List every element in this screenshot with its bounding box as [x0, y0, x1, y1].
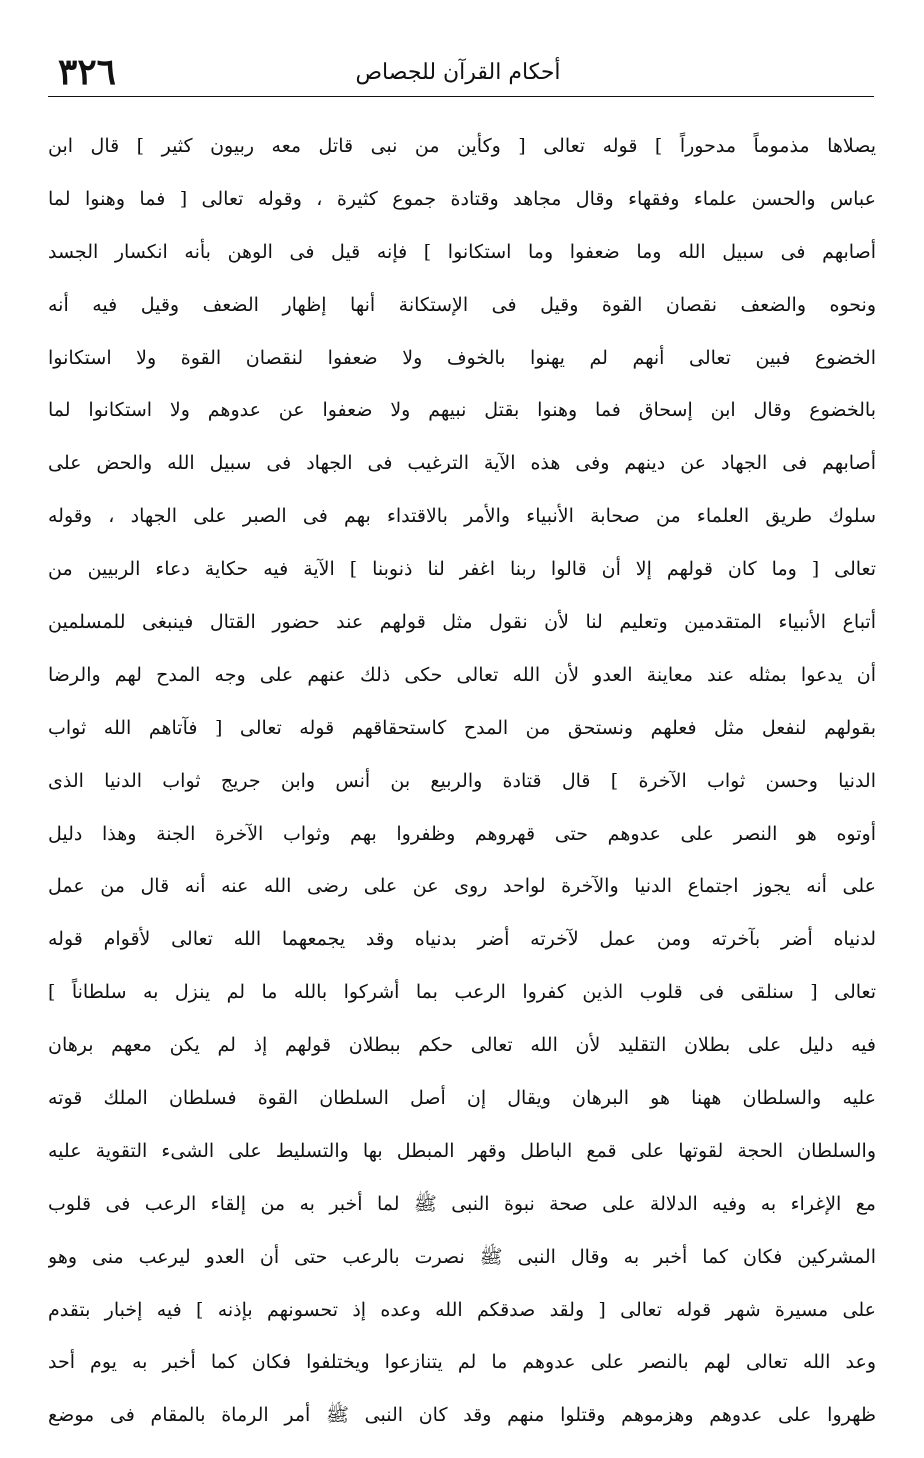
page-header: [48, 44, 874, 97]
text-line: الخضوع فبين تعالى أنهم لم يهنوا بالخوف ولا ضعفوا لنقصان القوة ولا استكانوا: [48, 346, 876, 369]
text-line: ونحوه والضعف نقصان القوة وقيل فى الإستكانة أنها إظهار الضعف وقيل فيه أنه: [48, 293, 876, 316]
text-line: ظهروا على عدوهم وهزموهم وقتلوا منهم وقد كان النبى ﷺ أمر الرماة بالمقام فى موضع: [48, 1404, 876, 1427]
text-line: أتباع الأنبياء المتقدمين وتعليم لنا لأن نقول مثل قولهم عند حضور القتال فينبغى للمسلمين: [48, 611, 876, 634]
text-line: مع الإغراء به وفيه الدلالة على صحة نبوة النبى ﷺ لما أخبر به من إلقاء الرعب فى قلوب: [48, 1192, 876, 1215]
text-line: الدنيا وحسن ثواب الآخرة ] قال قتادة والربيع بن أنس وابن جريج ثواب الدنيا الذى: [48, 769, 876, 792]
text-line: سلوك طريق العلماء من صحابة الأنبياء والأمر بالاقتداء بهم فى الصبر على الجهاد ، وقوله: [48, 505, 876, 528]
text-line: وعد الله تعالى لهم بالنصر على عدوهم ما لم يتنازعوا ويختلفوا فكان كما أخبر به يوم أحد: [48, 1351, 876, 1374]
text-line: تعالى [ سنلقى فى قلوب الذين كفروا الرعب بما أشركوا بالله ما لم ينزل به سلطاناً ]: [48, 981, 876, 1004]
text-line: يصلاها مذموماً مدحوراً ] قوله تعالى [ وكأين من نبى قاتل معه ربيون كثير ] قال ابن: [48, 135, 876, 157]
text-line: عباس والحسن علماء وفقهاء وقال مجاهد وقتادة جموع كثيرة ، وقوله تعالى [ فما وهنوا لما: [48, 187, 876, 210]
page-number: ٣٢٦: [58, 51, 117, 93]
body-text: [48, 120, 876, 1442]
text-line: أوتوه هو النصر على عدوهم حتى قهروهم وظفروا بهم وثواب الآخرة الجنة وهذا دليل: [48, 822, 876, 845]
text-line: فيه دليل على بطلان التقليد لأن الله تعالى حكم ببطلان قولهم إذ لم يكن معهم برهان: [48, 1034, 876, 1057]
running-title: أحكام القرآن للجصاص: [355, 60, 561, 85]
text-line: أصابهم فى الجهاد عن دينهم وفى هذه الآية الترغيب فى الجهاد فى سبيل الله والحض على: [48, 452, 876, 475]
text-line: بالخضوع وقال ابن إسحاق فما وهنوا بقتل نبيهم ولا ضعفوا عن عدوهم ولا استكانوا لما: [48, 399, 876, 422]
text-line: عليه والسلطان ههنا هو البرهان ويقال إن أصل السلطان القوة فسلطان الملك قوته: [48, 1087, 876, 1110]
text-line: على أنه يجوز اجتماع الدنيا والآخرة لواحد روى عن على رضى الله عنه أنه قال من عمل: [48, 875, 876, 898]
text-line: على مسيرة شهر قوله تعالى [ ولقد صدقكم الله وعده إذ تحسونهم بإذنه ] فيه إخبار بتقدم: [48, 1298, 876, 1321]
text-line: بقولهم لنفعل مثل فعلهم ونستحق من المدح كاستحقاقهم قوله تعالى [ فآتاهم الله ثواب: [48, 716, 876, 739]
text-line: المشركين فكان كما أخبر به وقال النبى ﷺ نصرت بالرعب حتى أن العدو ليرعب منى وهو: [48, 1245, 876, 1268]
text-line: والسلطان الحجة لقوتها على قمع الباطل وقهر المبطل بها والتسليط على الشىء التقوية عليه: [48, 1139, 876, 1162]
text-line: أصابهم فى سبيل الله وما ضعفوا وما استكانوا ] فإنه قيل فى الوهن بأنه انكسار الجسد: [48, 240, 876, 263]
text-line: لدنياه أضر بآخرته ومن عمل لآخرته أضر بدنياه وقد يجمعهما الله تعالى لأقوام قوله: [48, 928, 876, 951]
text-line: أن يدعوا بمثله عند معاينة العدو لأن الله تعالى حكى ذلك عنهم على وجه المدح لهم والرضا: [48, 663, 876, 686]
text-line: تعالى [ وما كان قولهم إلا أن قالوا ربنا اغفر لنا ذنوبنا ] الآية فيه حكاية دعاء الربيين من: [48, 558, 876, 581]
